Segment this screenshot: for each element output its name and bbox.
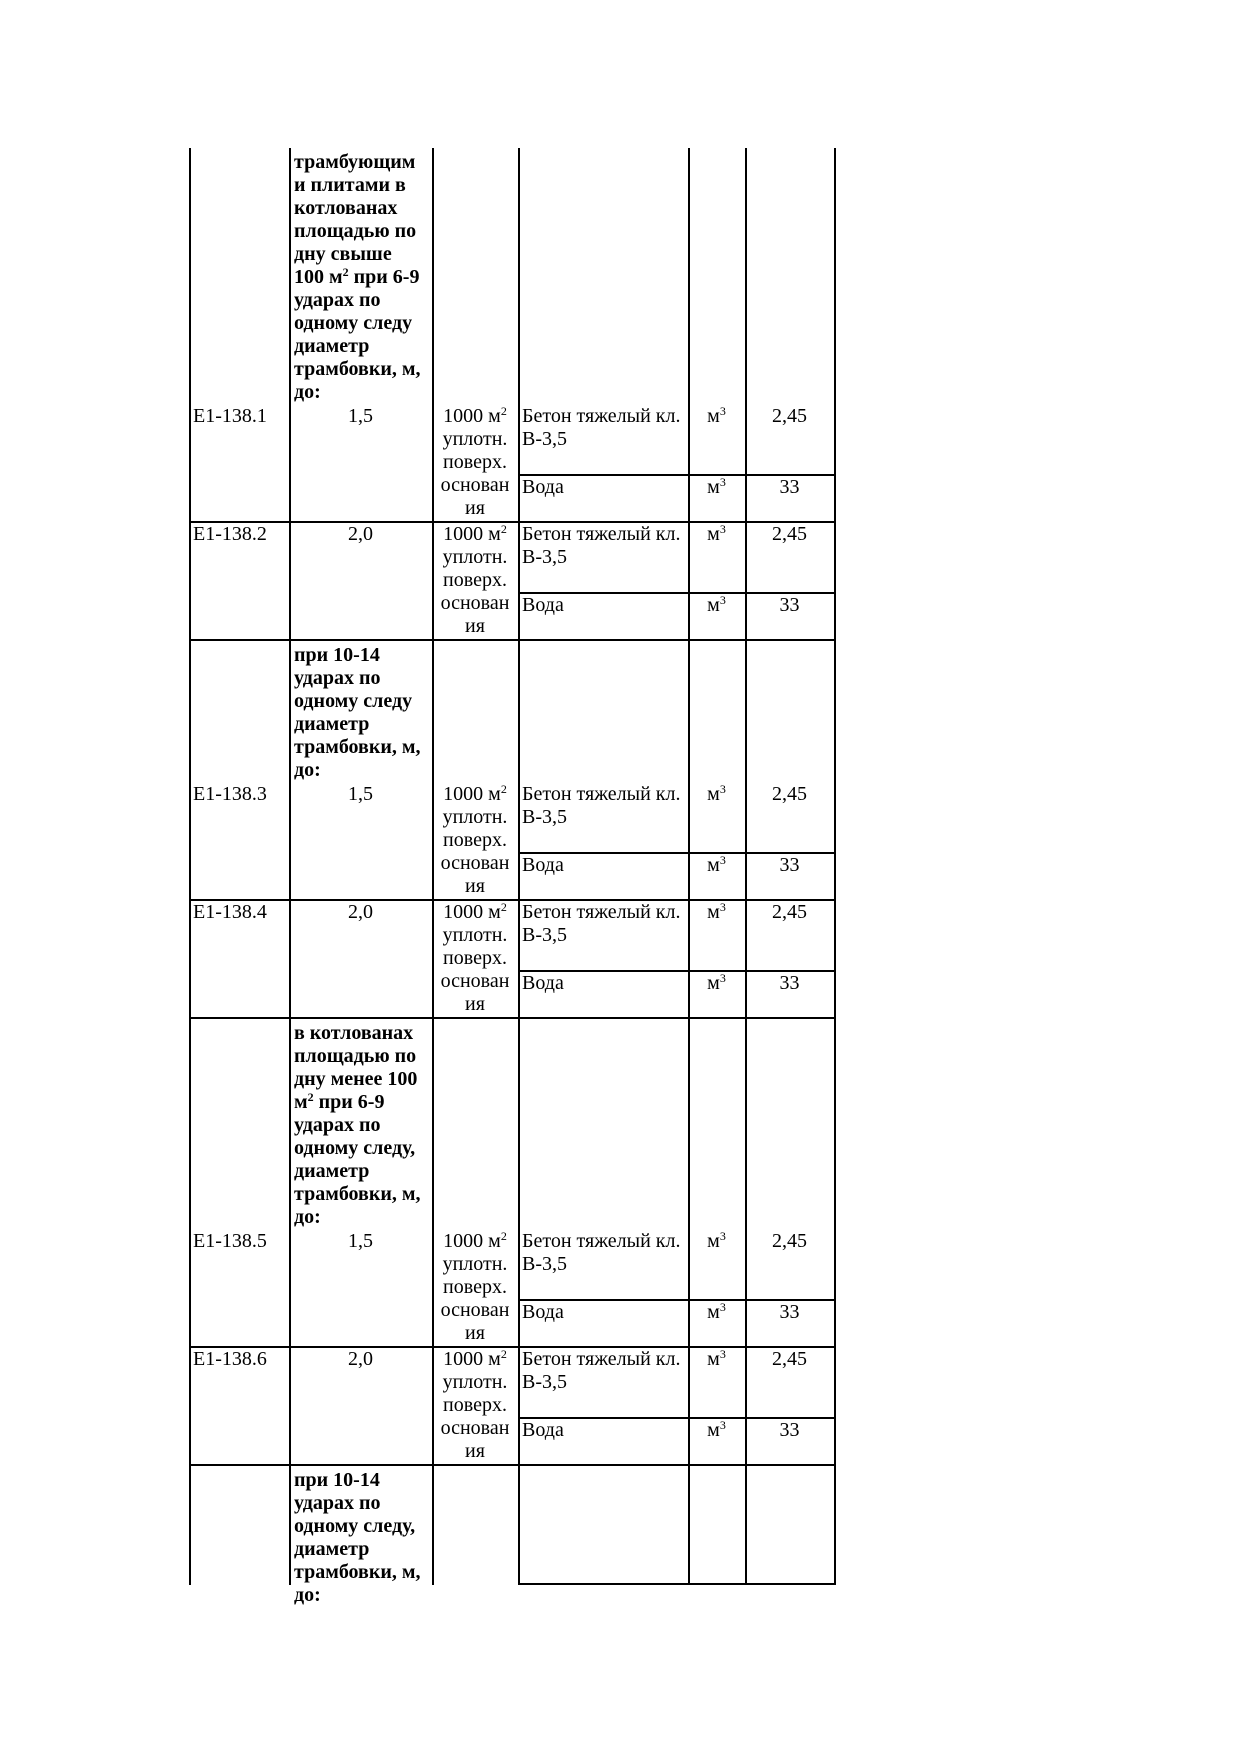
section-heading-line: 100 $м^2$ при 6-9 — [294, 265, 420, 288]
row-resource-value: 2,45 — [772, 901, 807, 923]
row-unit-line: поверх. — [443, 829, 507, 851]
section-heading-line: при 10-14 — [294, 644, 380, 666]
row-resource-value: 2,45 — [772, 1230, 807, 1252]
col-border-resource-left — [518, 148, 520, 1585]
row-unit-line: ия — [465, 993, 485, 1015]
table-bottom-border — [518, 1583, 836, 1585]
row-resource-unit: $м^3$ — [707, 1418, 726, 1441]
row-unit-line: основан — [440, 592, 510, 614]
row-resource-concrete-line: Бетон тяжелый кл. — [522, 783, 681, 805]
row-resource-value: 33 — [779, 476, 800, 498]
row-unit-line: уплотн. — [442, 1371, 508, 1393]
row-unit-line: 1000 $м^2$ — [443, 1229, 507, 1252]
row-unit-line: уплотн. — [442, 924, 508, 946]
row-unit-line: ия — [465, 1322, 485, 1344]
row-code: Е1-138.1 — [193, 405, 267, 427]
row-resource-value: 33 — [779, 1301, 800, 1323]
section-heading-line: диаметр — [294, 1538, 370, 1560]
row-unit-line: ия — [465, 615, 485, 637]
row-border — [189, 639, 836, 641]
row-resource-unit: $м^3$ — [707, 782, 726, 805]
row-resource-concrete-line: В-3,5 — [522, 428, 567, 450]
section-heading-line: площадью по — [294, 1045, 417, 1067]
row-unit-line: ия — [465, 875, 485, 897]
section-heading-line: котлованах — [294, 197, 398, 219]
row-resource-concrete-line: В-3,5 — [522, 924, 567, 946]
row-resource-unit: $м^3$ — [707, 1300, 726, 1323]
row-unit-line: основан — [440, 474, 510, 496]
row-unit-line: уплотн. — [442, 546, 508, 568]
row-resource-value: 33 — [779, 1419, 800, 1441]
row-resource-concrete-line: Бетон тяжелый кл. — [522, 1348, 681, 1370]
row-code: Е1-138.3 — [193, 783, 267, 805]
row-resource-unit: $м^3$ — [707, 971, 726, 994]
row-resource-unit: $м^3$ — [707, 475, 726, 498]
section-heading-line: одному следу, — [294, 1137, 416, 1159]
row-code: Е1-138.2 — [193, 523, 267, 545]
section-heading-line: в котлованах — [294, 1022, 414, 1044]
section-heading-line: до: — [294, 1206, 321, 1228]
row-code: Е1-138.4 — [193, 901, 267, 923]
row-unit-line: 1000 $м^2$ — [443, 522, 507, 545]
row-resource-value: 2,45 — [772, 1348, 807, 1370]
section-heading-line: $м^2$ при 6-9 — [294, 1090, 385, 1113]
row-resource-water: Вода — [522, 476, 564, 498]
row-resource-unit: $м^3$ — [707, 404, 726, 427]
row-resource-concrete-line: В-3,5 — [522, 1253, 567, 1275]
section-heading-line: трамбующим — [294, 151, 416, 173]
col-border-right — [834, 148, 836, 1585]
row-resource-value: 33 — [779, 972, 800, 994]
section-heading-line: диаметр — [294, 1160, 370, 1182]
section-heading-line: трамбовки, м, — [294, 1561, 421, 1583]
row-code: Е1-138.6 — [193, 1348, 267, 1370]
row-resource-value: 33 — [779, 594, 800, 616]
section-heading-line: при 10-14 — [294, 1469, 380, 1491]
row-unit-line: поверх. — [443, 1276, 507, 1298]
row-unit-line: основан — [440, 970, 510, 992]
row-resource-concrete-line: В-3,5 — [522, 546, 567, 568]
row-unit-line: поверх. — [443, 451, 507, 473]
row-resource-value: 2,45 — [772, 405, 807, 427]
section-heading-line: до: — [294, 759, 321, 781]
row-resource-unit: $м^3$ — [707, 593, 726, 616]
row-unit-line: поверх. — [443, 569, 507, 591]
row-resource-water: Вода — [522, 594, 564, 616]
section-heading-line: одному следу — [294, 690, 413, 712]
row-resource-water: Вода — [522, 1419, 564, 1441]
col-border-code-left — [189, 148, 191, 1585]
row-unit-line: поверх. — [443, 1394, 507, 1416]
row-resource-unit: $м^3$ — [707, 1229, 726, 1252]
row-resource-water: Вода — [522, 854, 564, 876]
row-unit-line: основан — [440, 1299, 510, 1321]
row-unit-line: ия — [465, 497, 485, 519]
section-heading-line: дну менее 100 — [294, 1068, 418, 1090]
row-border — [189, 1017, 836, 1019]
section-heading-line: до: — [294, 1584, 321, 1606]
row-code: Е1-138.5 — [193, 1230, 267, 1252]
section-heading-line: ударах по — [294, 1114, 381, 1136]
row-unit-line: 1000 $м^2$ — [443, 900, 507, 923]
section-heading-line: дну свыше — [294, 243, 392, 265]
section-heading-line: и плитами в — [294, 174, 406, 196]
row-unit-line: основан — [440, 852, 510, 874]
row-resource-water: Вода — [522, 972, 564, 994]
row-param: 1,5 — [348, 1230, 373, 1252]
row-unit-line: основан — [440, 1417, 510, 1439]
row-resource-value: 33 — [779, 854, 800, 876]
row-param: 2,0 — [348, 901, 373, 923]
row-resource-concrete-line: В-3,5 — [522, 806, 567, 828]
row-resource-value: 2,45 — [772, 783, 807, 805]
section-heading-line: трамбовки, м, — [294, 358, 421, 380]
row-resource-concrete-line: Бетон тяжелый кл. — [522, 523, 681, 545]
section-heading-line: диаметр — [294, 335, 370, 357]
section-heading-line: ударах по — [294, 667, 381, 689]
row-unit-line: 1000 $м^2$ — [443, 1347, 507, 1370]
row-unit-line: уплотн. — [442, 806, 508, 828]
section-heading-line: диаметр — [294, 713, 370, 735]
row-resource-unit: $м^3$ — [707, 900, 726, 923]
section-heading-line: ударах по — [294, 1492, 381, 1514]
section-heading-line: одному следу, — [294, 1515, 416, 1537]
row-resource-value: 2,45 — [772, 523, 807, 545]
row-param: 1,5 — [348, 783, 373, 805]
row-unit-line: 1000 $м^2$ — [443, 404, 507, 427]
section-heading-line: трамбовки, м, — [294, 1183, 421, 1205]
section-heading-line: трамбовки, м, — [294, 736, 421, 758]
row-resource-unit: $м^3$ — [707, 522, 726, 545]
row-resource-concrete-line: Бетон тяжелый кл. — [522, 1230, 681, 1252]
row-unit-line: 1000 $м^2$ — [443, 782, 507, 805]
row-resource-concrete-line: Бетон тяжелый кл. — [522, 405, 681, 427]
row-resource-concrete-line: Бетон тяжелый кл. — [522, 901, 681, 923]
row-unit-line: уплотн. — [442, 428, 508, 450]
row-unit-line: ия — [465, 1440, 485, 1462]
row-param: 1,5 — [348, 405, 373, 427]
row-resource-concrete-line: В-3,5 — [522, 1371, 567, 1393]
row-resource-unit: $м^3$ — [707, 853, 726, 876]
row-param: 2,0 — [348, 523, 373, 545]
section-heading-line: ударах по — [294, 289, 381, 311]
row-param: 2,0 — [348, 1348, 373, 1370]
section-heading-line: площадью по — [294, 220, 417, 242]
row-unit-line: уплотн. — [442, 1253, 508, 1275]
section-heading-line: до: — [294, 381, 321, 403]
row-resource-unit: $м^3$ — [707, 1347, 726, 1370]
row-border — [189, 1464, 836, 1466]
row-unit-line: поверх. — [443, 947, 507, 969]
row-resource-water: Вода — [522, 1301, 564, 1323]
section-heading-line: одному следу — [294, 312, 413, 334]
